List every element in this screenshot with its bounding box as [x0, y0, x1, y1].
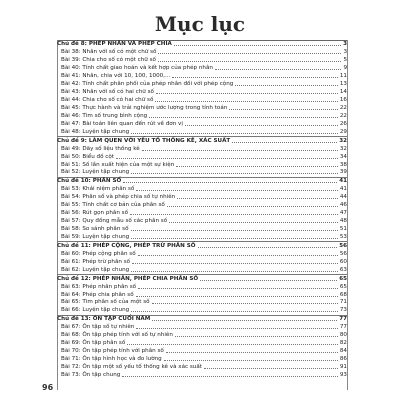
toc-entry-page: 82 [339, 340, 347, 347]
toc-entry-page: 41 [339, 186, 347, 193]
toc-entry-page: 84 [339, 348, 347, 355]
toc-entry-page: 16 [339, 97, 347, 104]
toc-entry-page: 14 [339, 89, 347, 96]
toc-entry-label: Bài 50: Biểu đồ cột [61, 153, 114, 160]
toc-entry-page: 26 [339, 120, 347, 127]
toc-chapter-row[interactable] [57, 177, 347, 186]
page-number: 96 [42, 383, 54, 392]
toc-entry-page: 39 [339, 169, 347, 176]
toc-lesson-row[interactable] [57, 128, 347, 136]
toc-lesson-row[interactable] [57, 218, 347, 226]
table-of-contents [57, 41, 347, 379]
toc-entry-page: 86 [339, 356, 347, 363]
toc-entry-page: 3 [343, 41, 347, 48]
dot-leader [149, 117, 338, 118]
toc-entry-label: Bài 68: Ôn tập phép tính với số tự nhiên [61, 332, 173, 339]
toc-entry-page: 22 [339, 112, 347, 119]
dot-leader [138, 288, 338, 289]
dot-leader [131, 238, 338, 239]
dot-leader [136, 190, 338, 191]
toc-entry-label: Bài 64: Phép chia phân số [61, 291, 134, 298]
toc-entry-label: Bài 71: Ôn tập hình học và đo lường [61, 356, 162, 363]
toc-entry-label: Bài 42: Tính chất phân phối của phép nhân đối với phép cộng [61, 81, 234, 88]
toc-chapter-row[interactable] [57, 136, 347, 145]
toc-lesson-row[interactable] [57, 226, 347, 234]
toc-entry-page: 11 [339, 73, 347, 80]
toc-chapter-row[interactable] [57, 274, 347, 283]
toc-lesson-row[interactable] [57, 97, 347, 105]
toc-entry-page: 9 [343, 65, 347, 72]
toc-entry-page: 80 [339, 332, 347, 339]
toc-chapter-row[interactable] [57, 315, 347, 324]
dot-leader [166, 352, 338, 353]
toc-entry-label: Bài 70: Ôn tập phép tính với phân số [61, 348, 164, 355]
toc-lesson-row[interactable] [57, 120, 347, 128]
dot-leader [136, 296, 338, 297]
toc-entry-label: Chủ đề 8: PHÉP NHÂN VÀ PHÉP CHIA [57, 41, 172, 48]
toc-entry-page: 34 [339, 153, 347, 160]
dot-leader [123, 182, 337, 183]
toc-entry-label: Bài 67: Ôn tập số tự nhiên [61, 324, 135, 331]
toc-entry-label: Bài 61: Phép trừ phân số [61, 258, 131, 265]
toc-entry-label: Chủ đề 10: PHÂN SỐ [57, 178, 122, 185]
dot-leader [131, 271, 338, 272]
toc-entry-page: 48 [339, 218, 347, 225]
dot-leader [156, 93, 338, 94]
dot-leader [198, 247, 338, 248]
toc-entry-page: 60 [339, 258, 347, 265]
toc-lesson-row[interactable] [57, 283, 347, 291]
toc-entry-label: Bài 47: Bài toán liên quan đến rút về đơn vị [61, 120, 183, 127]
toc-entry-page: 3 [343, 49, 347, 56]
toc-lesson-row[interactable] [57, 81, 347, 89]
toc-entry-page: 56 [339, 242, 347, 249]
toc-lesson-row[interactable] [57, 105, 347, 113]
toc-entry-page: 53 [339, 233, 347, 240]
toc-entry-label: Bài 44: Chia cho số có hai chữ số [61, 97, 154, 104]
toc-chapter-row[interactable] [57, 41, 347, 49]
toc-entry-label: Bài 52: Luyện tập chung [61, 169, 130, 176]
toc-lesson-row[interactable] [57, 202, 347, 210]
toc-lesson-row[interactable] [57, 112, 347, 120]
toc-entry-label: Chủ đề 11: PHÉP CỘNG, PHÉP TRỪ PHÂN SỐ [57, 242, 196, 249]
dot-leader [229, 109, 338, 110]
dot-leader [185, 125, 338, 126]
toc-lesson-row[interactable] [57, 89, 347, 97]
toc-entry-page: 41 [339, 178, 347, 185]
toc-entry-label: Bài 46: Tìm số trung bình cộng [61, 112, 148, 119]
toc-entry-page: 5 [343, 57, 347, 64]
toc-lesson-row[interactable] [57, 307, 347, 315]
toc-entry-label: Bài 41: Nhân, chia với 10, 100, 1000,... [61, 73, 171, 80]
toc-entry-label: Bài 49: Dãy số liệu thống kê [61, 145, 140, 152]
toc-entry-label: Bài 53: Khái niệm phân số [61, 186, 135, 193]
toc-entry-page: 32 [339, 137, 347, 144]
dot-leader [131, 230, 338, 231]
dot-leader [232, 142, 337, 143]
toc-chapter-row[interactable] [57, 241, 347, 250]
dot-leader [152, 320, 337, 321]
toc-entry-page: 32 [339, 145, 347, 152]
dot-leader [167, 206, 338, 207]
toc-lesson-row[interactable] [57, 73, 347, 81]
toc-entry-page: 29 [339, 128, 347, 135]
toc-entry-label: Bài 43: Nhân với số có hai chữ số [61, 89, 154, 96]
toc-entry-page: 65 [339, 275, 347, 282]
toc-entry-page: 73 [339, 307, 347, 314]
toc-entry-label: Bài 73: Ôn tập chung [61, 371, 121, 378]
toc-lesson-row[interactable] [57, 250, 347, 258]
toc-entry-label: Bài 63: Phép nhân phân số [61, 283, 137, 290]
toc-entry-page: 51 [339, 226, 347, 233]
toc-entry-label: Bài 69: Ôn tập phân số [61, 340, 126, 347]
toc-entry-page: 93 [339, 371, 347, 378]
toc-lesson-row[interactable] [57, 348, 347, 356]
dot-leader [176, 166, 338, 167]
toc-lesson-row[interactable] [57, 169, 347, 177]
dot-leader [132, 263, 338, 264]
toc-lesson-row[interactable] [57, 266, 347, 274]
toc-entry-label: Bài 59: Luyện tập chung [61, 233, 130, 240]
dot-leader [127, 344, 338, 345]
toc-lesson-row[interactable] [57, 210, 347, 218]
dot-leader [155, 101, 337, 102]
toc-entry-label: Bài 48: Luyện tập chung [61, 128, 130, 135]
toc-entry-page: 22 [339, 104, 347, 111]
toc-entry-label: Bài 45: Thực hành và trải nghiệm ước lượng trong tính toán [61, 104, 228, 111]
toc-entry-label: Bài 55: Tính chất cơ bản của phân số [61, 202, 165, 209]
toc-entry-label: Bài 38: Nhân với số có một chữ số [61, 49, 157, 56]
toc-lesson-row[interactable] [57, 356, 347, 364]
toc-entry-page: 56 [339, 250, 347, 257]
toc-lesson-row[interactable] [57, 371, 347, 379]
dot-leader [177, 198, 338, 199]
dot-leader [131, 133, 338, 134]
toc-entry-page: 77 [339, 324, 347, 331]
toc-entry-page: 71 [339, 299, 347, 306]
toc-entry-page: 13 [339, 81, 347, 88]
toc-lesson-row[interactable] [57, 364, 347, 372]
toc-entry-page: 68 [339, 291, 347, 298]
toc-lesson-row[interactable] [57, 324, 347, 332]
frame-right-line [347, 40, 348, 390]
toc-lesson-row[interactable] [57, 65, 347, 73]
dot-leader [130, 214, 338, 215]
dot-leader [122, 376, 338, 377]
dot-leader [204, 368, 338, 369]
toc-entry-label: Chủ đề 9: LÀM QUEN VỚI YẾU TỐ THỐNG KÊ, XÁC SUẤT [57, 137, 231, 144]
dot-leader [131, 311, 338, 312]
toc-entry-label: Bài 57: Quy đồng mẫu số các phân số [61, 218, 168, 225]
toc-entry-label: Bài 62: Luyện tập chung [61, 266, 130, 273]
dot-leader [158, 61, 342, 62]
toc-entry-page: 46 [339, 202, 347, 209]
toc-entry-page: 47 [339, 210, 347, 217]
dot-leader [174, 45, 341, 46]
toc-lesson-row[interactable] [57, 57, 347, 65]
toc-lesson-row[interactable] [57, 332, 347, 340]
toc-entry-page: 38 [339, 161, 347, 168]
toc-entry-label: Chủ đề 12: PHÉP NHÂN, PHÉP CHIA PHÂN SỐ [57, 275, 199, 282]
page-title: Mục lục [154, 12, 246, 36]
dot-leader [138, 255, 338, 256]
toc-entry-label: Chủ đề 13: ÔN TẬP CUỐI NĂM [57, 316, 151, 323]
toc-lesson-row[interactable] [57, 340, 347, 348]
toc-entry-page: 65 [339, 283, 347, 290]
toc-lesson-row[interactable] [57, 194, 347, 202]
dot-leader [215, 69, 342, 70]
dot-leader [116, 158, 338, 159]
toc-lesson-row[interactable] [57, 49, 347, 57]
dot-leader [235, 85, 338, 86]
toc-lesson-row[interactable] [57, 291, 347, 299]
toc-entry-page: 91 [339, 363, 347, 370]
toc-entry-label: Bài 65: Tìm phân số của một số [61, 299, 150, 306]
dot-leader [131, 173, 338, 174]
toc-entry-label: Bài 56: Rút gọn phân số [61, 210, 129, 217]
toc-entry-label: Bài 66: Luyện tập chung [61, 307, 130, 314]
toc-entry-label: Bài 39: Chia cho số có một chữ số [61, 57, 156, 64]
toc-lesson-row[interactable] [57, 186, 347, 194]
toc-lesson-row[interactable] [57, 234, 347, 242]
toc-lesson-row[interactable] [57, 153, 347, 161]
toc-entry-label: Bài 40: Tính chất giao hoán và kết hợp của phép nhân [61, 65, 213, 72]
dot-leader [158, 53, 341, 54]
toc-entry-label: Bài 60: Phép cộng phân số [61, 250, 136, 257]
dot-leader [152, 303, 338, 304]
dot-leader [172, 77, 338, 78]
toc-entry-page: 63 [339, 266, 347, 273]
toc-entry-label: Bài 58: So sánh phân số [61, 226, 129, 233]
dot-leader [136, 328, 338, 329]
toc-entry-label: Bài 51: Số lần xuất hiện của một sự kiện [61, 161, 175, 168]
toc-entry-label: Bài 54: Phân số và phép chia số tự nhiên [61, 194, 176, 201]
toc-lesson-row[interactable] [57, 161, 347, 169]
dot-leader [175, 336, 338, 337]
toc-lesson-row[interactable] [57, 145, 347, 153]
toc-entry-page: 77 [339, 316, 347, 323]
toc-lesson-row[interactable] [57, 258, 347, 266]
dot-leader [200, 280, 337, 281]
toc-entry-label: Bài 72: Ôn tập một số yếu tố thống kê và xác suất [61, 363, 202, 370]
dot-leader [164, 360, 338, 361]
dot-leader [142, 150, 338, 151]
dot-leader [169, 222, 338, 223]
toc-lesson-row[interactable] [57, 299, 347, 307]
toc-entry-page: 44 [339, 194, 347, 201]
